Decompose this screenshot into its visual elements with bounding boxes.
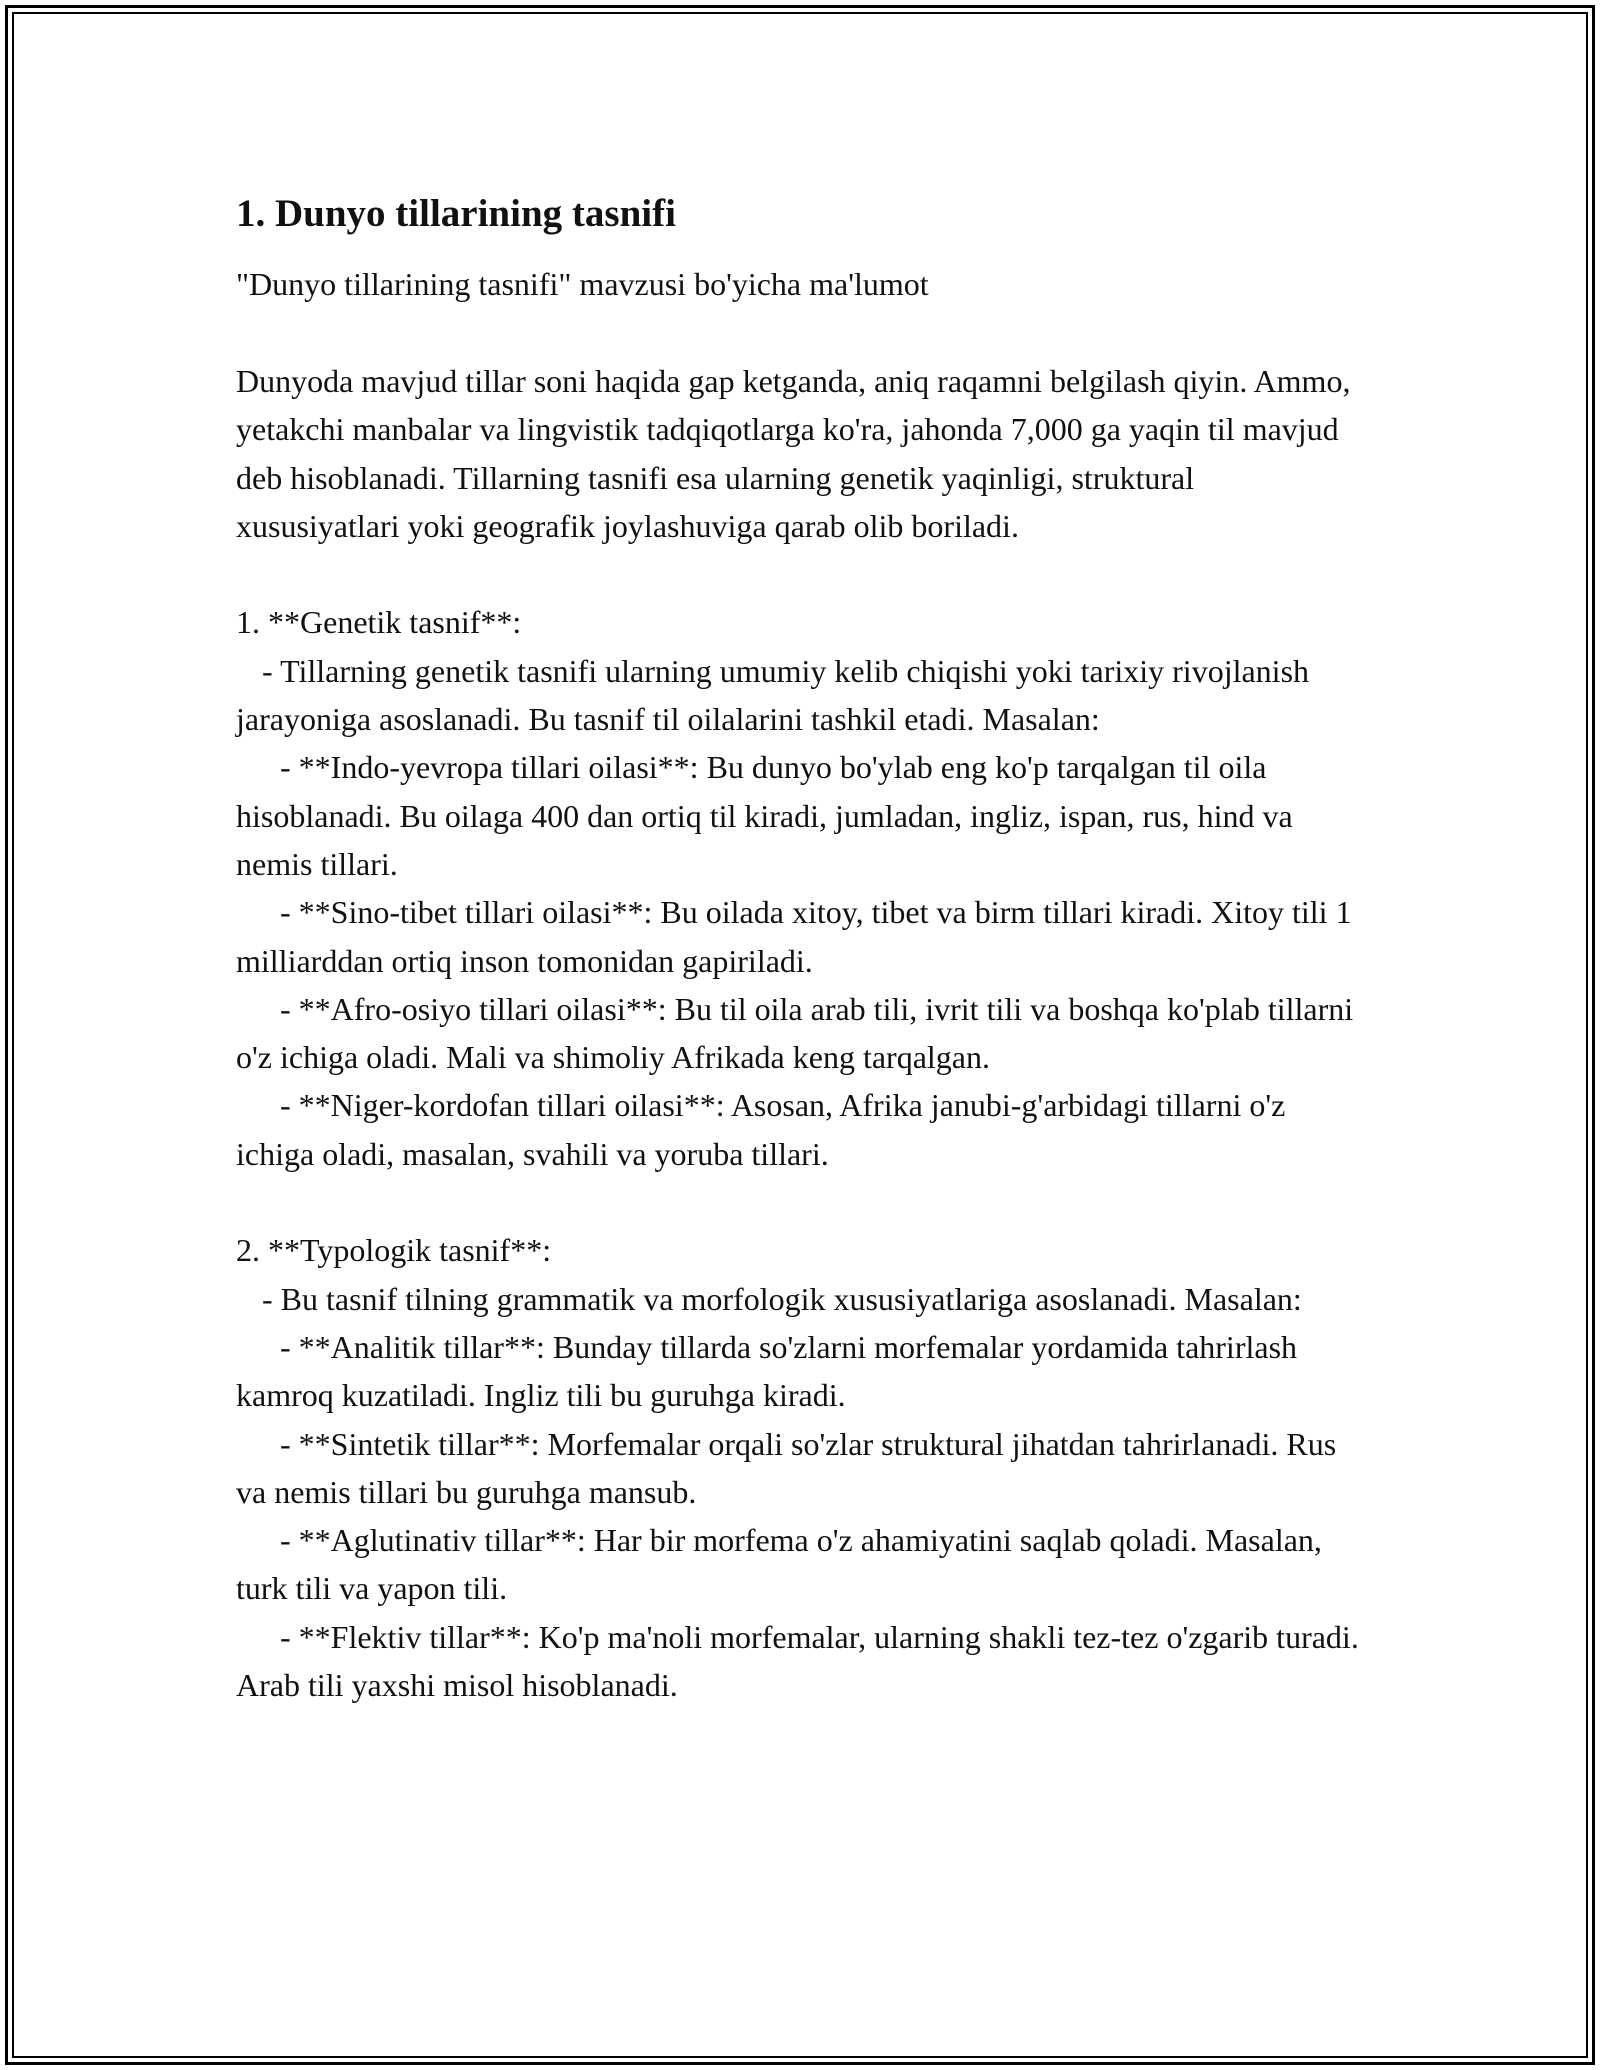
list-item: - **Afro-osiyo tillari oilasi**: Bu til oila arab tili, ivrit tili va boshqa ko'plab tillarni o'z ichiga oladi. Mali va shimoliy Afrikada keng tarqalgan. [236,990,1354,1076]
list-item: - **Flektiv tillar**: Ko'p ma'noli morfemalar, ularning shakli tez-tez o'zgarib turadi. Arab tili yaxshi misol hisoblanadi. [236,1618,1359,1704]
list-item: - **Aglutinativ tillar**: Har bir morfema o'z ahamiyatini saqlab qoladi. Masalan, turk tili va yapon tili. [236,1522,1322,1607]
list-item: - **Analitik tillar**: Bunday tillarda so'zlarni morfemalar yordamida tahrirlash kamroq kuzatiladi. Ingliz tili bu guruhga kiradi. [236,1328,1298,1414]
intro-paragraph: Dunyoda mavjud tillar soni haqida gap ketganda, aniq raqamni belgilash qiyin. Ammo, yetakchi manbalar va lingvistik tadqiqotlarga ko'ra, jahonda 7,000 ga yaqin til mavjud deb hisoblanadi. Tillarning tasnifi esa ularning genetik yaqinligi, struktural xususiyatlari yoki geografik joylashuviga qarab olib boriladi. [236,363,1351,544]
document-title: 1. Dunyo tillarining tasnifi [236,192,676,235]
section-description: - Tillarning genetik tasnifi ularning umumiy kelib chiqishi yoki tarixiy rivojlanish jarayoniga asoslanadi. Bu tasnif til oilalarini tashkil etadi. Masalan: [236,652,1310,738]
section-description: - Bu tasnif tilning grammatik va morfologik xususiyatlariga asoslanadi. Masalan: [262,1280,1302,1317]
section-heading: 2. **Typologik tasnif**: [236,1232,552,1269]
section-genetic [236,598,1361,1178]
section-typological [236,1226,1361,1709]
section-heading: 1. **Genetik tasnif**: [236,604,522,641]
list-item: - **Sintetik tillar**: Morfemalar orqali so'zlar struktural jihatdan tahrirlanadi. Rus va nemis tillari bu guruhga mansub. [236,1425,1337,1510]
list-item: - **Indo-yevropa tillari oilasi**: Bu dunyo bo'ylab eng ko'p tarqalgan til oila hisoblanadi. Bu oilaga 400 dan ortiq til kiradi, jumladan, ingliz, ispan, rus, hind va nemis tillari. [236,749,1293,882]
document-page [236,186,1361,1709]
document-subtitle: "Dunyo tillarining tasnifi" mavzusi bo'yicha ma'lumot [236,266,929,302]
list-item: - **Niger-kordofan tillari oilasi**: Asosan, Afrika janubi-g'arbidagi tillarni o'z ichiga oladi, masalan, svahili va yoruba tillari. [236,1087,1286,1172]
list-item: - **Sino-tibet tillari oilasi**: Bu oilada xitoy, tibet va birm tillari kiradi. Xitoy tili 1 milliarddan ortiq inson tomonidan gapiriladi. [236,894,1352,979]
